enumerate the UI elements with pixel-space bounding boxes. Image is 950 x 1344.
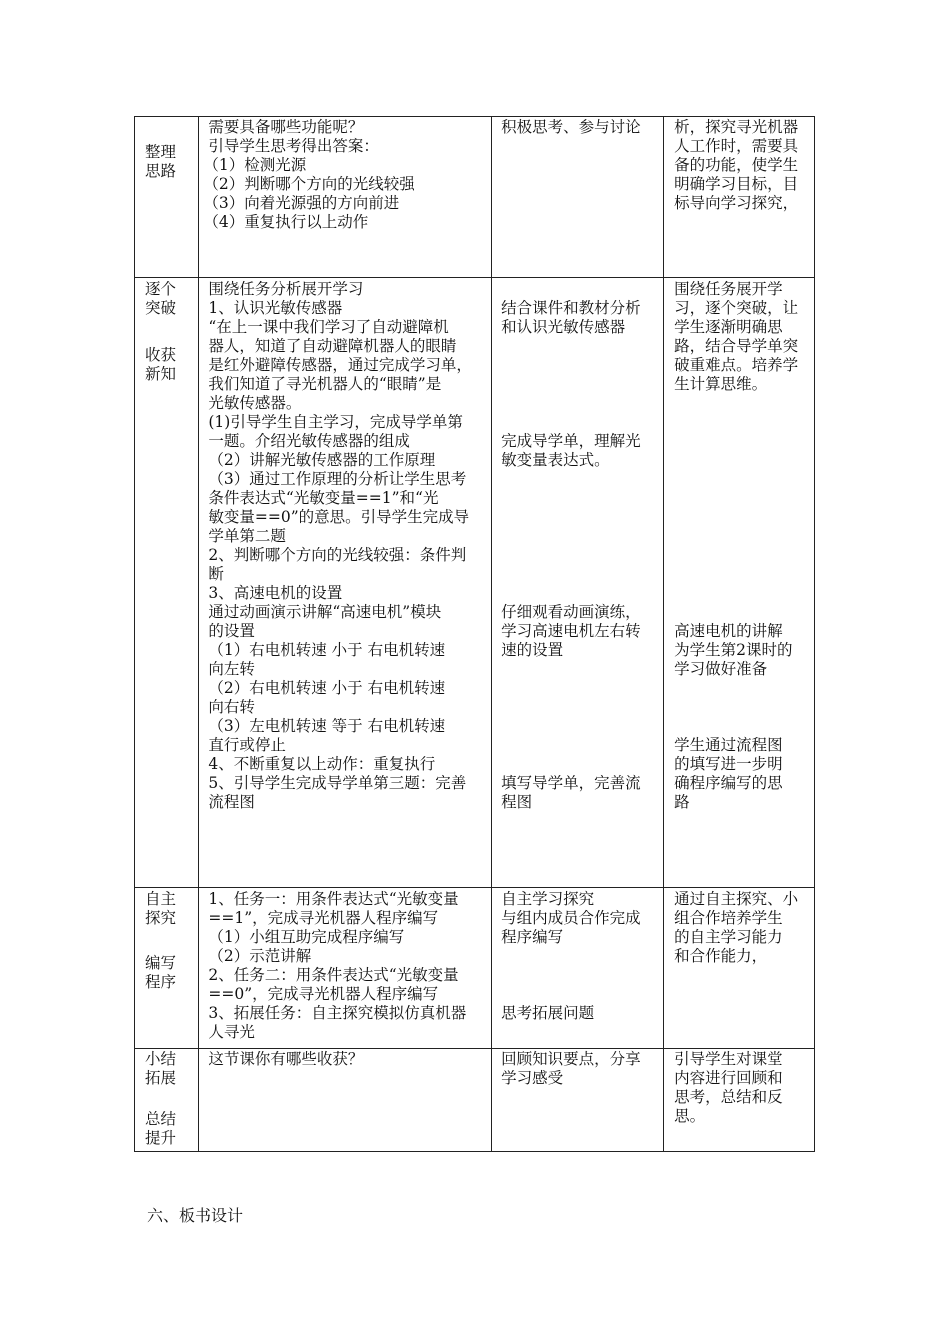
text-line: 备的功能，使学生 bbox=[674, 156, 799, 174]
text-line: 程序编写 bbox=[501, 928, 564, 946]
stage-label: 编写 bbox=[145, 954, 177, 972]
text-line: 学习做好准备 bbox=[674, 660, 768, 678]
text-line: 高速电机的讲解 bbox=[674, 622, 783, 640]
teacher-activity-cell bbox=[199, 888, 492, 1049]
text-line: 人工作时，需要具 bbox=[674, 137, 799, 155]
text-line: 速的设置 bbox=[501, 641, 564, 659]
text-line: 引导学生对课堂 bbox=[674, 1050, 783, 1068]
text-line: 需要具备哪些功能呢？ bbox=[208, 118, 364, 136]
stage-cell bbox=[135, 1049, 199, 1152]
text-line: ==1”，完成寻光机器人程序编写 bbox=[208, 909, 439, 927]
text-line: 我们知道了寻光机器人的“眼睛”是 bbox=[208, 375, 442, 393]
text-line: 学生逐渐明确思 bbox=[674, 318, 783, 336]
text-line: 围绕任务展开学 bbox=[674, 280, 783, 298]
text-line: 确程序编写的思 bbox=[674, 774, 783, 792]
text-line: （2）示范讲解 bbox=[208, 947, 312, 965]
stage-label: 自主 bbox=[145, 890, 177, 908]
text-line: 思考，总结和反 bbox=[674, 1088, 783, 1106]
stage-cell bbox=[135, 888, 199, 1049]
design-intent-cell bbox=[664, 888, 815, 1049]
stage-label: 程序 bbox=[145, 973, 177, 991]
text-line: （3）左电机转速 等于 右电机转速 bbox=[208, 717, 446, 735]
design-intent-cell bbox=[664, 1049, 815, 1152]
text-line: 学习高速电机左右转 bbox=[501, 622, 641, 640]
stage-cell bbox=[135, 278, 199, 888]
text-line: 围绕任务分析展开学习 bbox=[208, 280, 364, 298]
text-line: 程图 bbox=[501, 793, 533, 811]
text-line: 一题。介绍光敏传感器的组成 bbox=[208, 432, 410, 450]
stage-label: 小结 bbox=[145, 1050, 177, 1068]
text-line: 与组内成员合作完成 bbox=[501, 909, 641, 927]
text-line: 是红外避障传感器，通过完成学习单， bbox=[208, 356, 472, 374]
lesson-plan-table bbox=[134, 116, 815, 1152]
text-line: 习，逐个突破，让 bbox=[674, 299, 799, 317]
text-line: 3、高速电机的设置 bbox=[208, 584, 343, 602]
stage-label: 新知 bbox=[145, 365, 177, 383]
text-line: 2、任务二：用条件表达式“光敏变量 bbox=[208, 966, 459, 984]
stage-label: 整理 bbox=[145, 143, 177, 161]
text-line: 的设置 bbox=[208, 622, 255, 640]
text-line: 标导向学习探究， bbox=[674, 194, 799, 212]
text-line: 自主学习探究 bbox=[501, 890, 595, 908]
text-line: (1)引导学生自主学习，完成导学单第 bbox=[208, 413, 463, 431]
design-intent-cell bbox=[664, 278, 815, 888]
text-line: 敏变量表达式。 bbox=[501, 451, 610, 469]
text-line: （3）通过工作原理的分析让学生思考 bbox=[208, 470, 467, 488]
table-row bbox=[135, 1049, 815, 1152]
text-line: 为学生第2课时的 bbox=[674, 641, 793, 659]
text-line: （3）向着光源强的方向前进 bbox=[203, 194, 400, 212]
table-row bbox=[135, 117, 815, 278]
stage-label: 提升 bbox=[145, 1129, 177, 1147]
stage-label: 探究 bbox=[145, 909, 177, 927]
table-row bbox=[135, 278, 815, 888]
text-line: 破重难点。培养学 bbox=[674, 356, 799, 374]
text-line: 的自主学习能力 bbox=[674, 928, 783, 946]
stage-label: 思路 bbox=[145, 162, 177, 180]
stage-label: 拓展 bbox=[145, 1069, 177, 1087]
text-line: （2）右电机转速 小于 右电机转速 bbox=[208, 679, 446, 697]
text-line: 器人，知道了自动避障机器人的眼睛 bbox=[208, 337, 457, 355]
text-line: 3、拓展任务：自主探究模拟仿真机器 bbox=[208, 1004, 467, 1022]
text-line: 人寻光 bbox=[208, 1023, 255, 1041]
student-activity-cell bbox=[492, 117, 664, 278]
text-line: 5、引导学生完成导学单第三题：完善 bbox=[208, 774, 467, 792]
text-line: 向左转 bbox=[208, 660, 255, 678]
text-line: 积极思考、参与讨论 bbox=[501, 118, 641, 136]
design-intent-cell bbox=[664, 117, 815, 278]
text-line: 向右转 bbox=[208, 698, 255, 716]
text-line: 1、任务一：用条件表达式“光敏变量 bbox=[208, 890, 459, 908]
text-line: 析，探究寻光机器 bbox=[674, 118, 799, 136]
table-row bbox=[135, 888, 815, 1049]
text-line: （1）右电机转速 小于 右电机转速 bbox=[208, 641, 446, 659]
student-activity-cell bbox=[492, 278, 664, 888]
text-line: 通过动画演示讲解“高速电机”模块 bbox=[208, 603, 442, 621]
text-line: 思。 bbox=[674, 1107, 706, 1125]
text-line: 的填写进一步明 bbox=[674, 755, 783, 773]
text-line: “在上一课中我们学习了自动避障机 bbox=[208, 318, 449, 336]
text-line: ==0”，完成寻光机器人程序编写 bbox=[208, 985, 439, 1003]
text-line: 回顾知识要点，分享 bbox=[501, 1050, 641, 1068]
text-line: 仔细观看动画演练， bbox=[501, 603, 641, 621]
text-line: 路，结合导学单突 bbox=[674, 337, 799, 355]
text-line: 生计算思维。 bbox=[674, 375, 768, 393]
text-line: 学习感受 bbox=[501, 1069, 564, 1087]
teacher-activity-cell bbox=[199, 1049, 492, 1152]
text-line: 和合作能力， bbox=[674, 947, 768, 965]
text-line: 思考拓展问题 bbox=[501, 1004, 595, 1022]
text-line: 填写导学单，完善流 bbox=[501, 774, 641, 792]
text-line: 敏变量==0”的意思。引导学生完成导 bbox=[208, 508, 470, 526]
text-line: （2）判断哪个方向的光线较强 bbox=[203, 175, 415, 193]
text-line: 断 bbox=[208, 565, 224, 583]
text-line: （4）重复执行以上动作 bbox=[203, 213, 369, 231]
text-line: 条件表达式“光敏变量==1”和“光 bbox=[208, 489, 439, 507]
stage-label: 收获 bbox=[145, 346, 177, 364]
text-line: 结合课件和教材分析 bbox=[501, 299, 641, 317]
text-line: 学单第二题 bbox=[208, 527, 286, 545]
stage-label: 总结 bbox=[145, 1110, 177, 1128]
text-line: 路 bbox=[674, 793, 690, 811]
text-line: （2）讲解光敏传感器的工作原理 bbox=[208, 451, 436, 469]
text-line: 2、判断哪个方向的光线较强：条件判 bbox=[208, 546, 467, 564]
text-line: （1）小组互助完成程序编写 bbox=[208, 928, 405, 946]
text-line: （1）检测光源 bbox=[203, 156, 307, 174]
student-activity-cell bbox=[492, 1049, 664, 1152]
text-line: 学生通过流程图 bbox=[674, 736, 783, 754]
stage-label: 突破 bbox=[145, 299, 177, 317]
text-line: 4、不断重复以上动作：重复执行 bbox=[208, 755, 436, 773]
text-line: 1、认识光敏传感器 bbox=[208, 299, 343, 317]
student-activity-cell bbox=[492, 888, 664, 1049]
text-line: 流程图 bbox=[208, 793, 255, 811]
text-line: 引导学生思考得出答案： bbox=[208, 137, 379, 155]
text-line: 这节课你有哪些收获？ bbox=[208, 1050, 364, 1068]
text-line: 明确学习目标，目 bbox=[674, 175, 799, 193]
stage-cell bbox=[135, 117, 199, 278]
text-line: 通过自主探究、小 bbox=[674, 890, 799, 908]
text-line: 和认识光敏传感器 bbox=[501, 318, 626, 336]
text-line: 完成导学单，理解光 bbox=[501, 432, 641, 450]
teacher-activity-cell bbox=[199, 117, 492, 278]
text-line: 内容进行回顾和 bbox=[674, 1069, 783, 1087]
teacher-activity-cell bbox=[199, 278, 492, 888]
text-line: 组合作培养学生 bbox=[674, 909, 783, 927]
stage-label: 逐个 bbox=[145, 280, 177, 298]
text-line: 直行或停止 bbox=[208, 736, 286, 754]
section-heading: 六、板书设计 bbox=[147, 1206, 244, 1225]
text-line: 光敏传感器。 bbox=[208, 394, 302, 412]
